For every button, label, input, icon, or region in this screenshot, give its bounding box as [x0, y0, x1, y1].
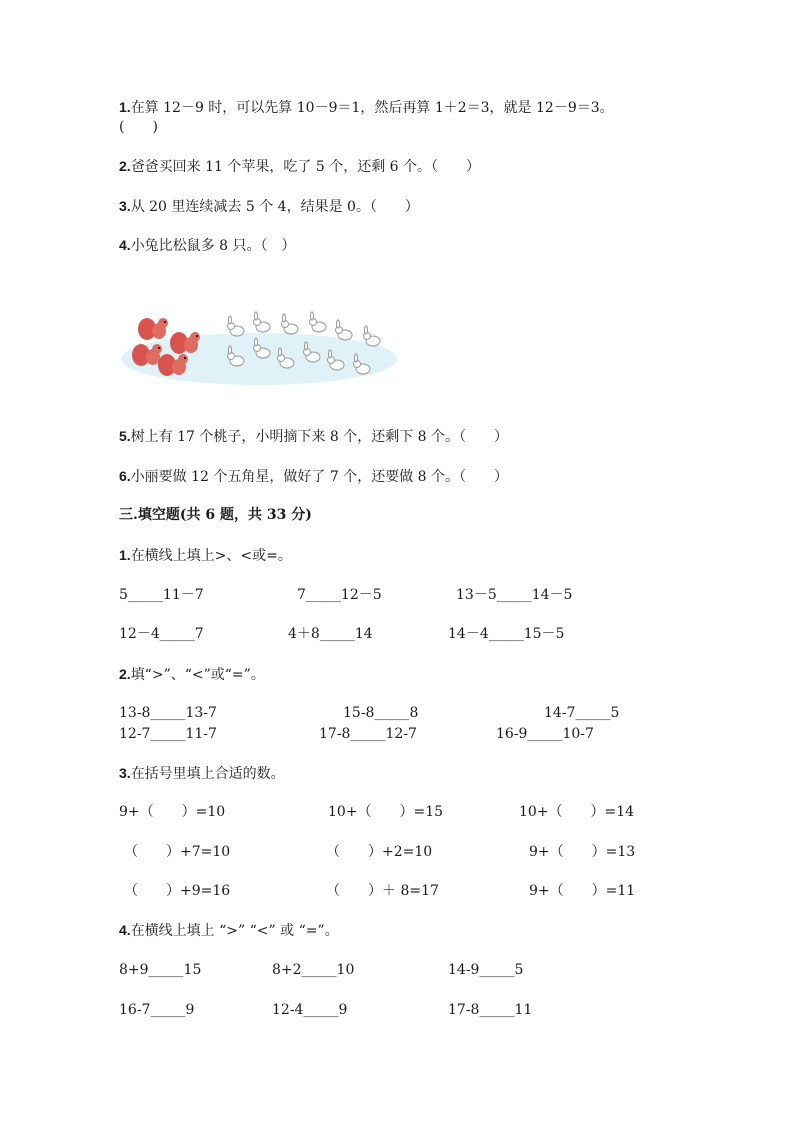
question-number: 3. [119, 198, 131, 214]
fill-question-2 [119, 665, 265, 684]
expression[interactable]: 5_____11－7 [119, 587, 204, 603]
question-number: 5. [119, 428, 131, 444]
rabbit-icon [310, 312, 327, 332]
expression[interactable]: （ ）＋ 8=17 [326, 883, 439, 899]
question-number: 1. [119, 547, 131, 563]
squirrel-icon [170, 332, 200, 354]
question-text: 小兔比松鼠多 8 只。（ ） [130, 238, 296, 254]
expression[interactable]: 8+9_____15 [119, 962, 202, 978]
expression[interactable]: 10+（ ）=14 [519, 804, 635, 820]
squirrel-icon [132, 344, 162, 366]
question-2 [119, 157, 480, 176]
rabbit-icon [228, 316, 245, 336]
question-number: 3. [119, 765, 131, 781]
expression[interactable]: （ ）+2=10 [326, 844, 433, 860]
expression[interactable]: 16-9_____10-7 [496, 726, 594, 742]
question-3 [119, 197, 419, 216]
expression[interactable]: 14－4_____15－5 [448, 626, 565, 642]
question-6 [119, 467, 508, 486]
expression[interactable]: 9+（ ）=13 [529, 844, 636, 860]
expression[interactable]: 12-4_____9 [272, 1002, 348, 1018]
expression[interactable]: 14-7_____5 [544, 705, 620, 721]
expression[interactable]: 15-8_____8 [343, 705, 419, 721]
question-text: 在横线上填上>、<或=。 [130, 548, 292, 564]
question-text: 在算 12－9 时，可以先算 10－9＝1，然后再算 1＋2＝3，就是 12－9＝3。 [130, 100, 614, 116]
question-text: 从 20 里连续减去 5 个 4，结果是 0。（ ） [130, 199, 419, 215]
question-5 [119, 427, 508, 446]
squirrel-icon [138, 318, 168, 340]
expression[interactable]: 12-7_____11-7 [119, 726, 217, 742]
question-4 [119, 236, 296, 255]
expression[interactable]: 17-8_____11 [448, 1002, 533, 1018]
expression[interactable]: 13-8_____13-7 [119, 705, 217, 721]
expression[interactable]: 7_____12－5 [297, 587, 382, 603]
expression[interactable]: 12－4_____7 [119, 626, 204, 642]
expression[interactable]: （ ）+7=10 [124, 844, 231, 860]
question-number: 2. [119, 158, 131, 174]
illustration-svg [119, 307, 399, 387]
expression[interactable]: 4＋8_____14 [288, 626, 373, 642]
question-number: 2. [119, 666, 131, 682]
expression[interactable]: 9+（ ）=11 [529, 883, 636, 899]
section-title: 三.填空题(共 6 题，共 33 分) [119, 507, 312, 523]
question-text: 在横线上填上 “>” “<” 或 “=”。 [130, 923, 339, 939]
expression[interactable]: 14-9_____5 [448, 962, 524, 978]
question-text: 树上有 17 个桃子，小明摘下来 8 个，还剩下 8 个。（ ） [130, 429, 509, 445]
question-text: 在括号里填上合适的数。 [130, 766, 285, 782]
question-text: 小丽要做 12 个五角星，做好了 7 个，还要做 8 个。（ ） [130, 469, 509, 485]
question-number: 6. [119, 468, 131, 484]
rabbit-icon [254, 312, 271, 332]
answer-paren[interactable]: ( ) [119, 119, 158, 135]
question-number: 4. [119, 922, 131, 938]
question-number: 4. [119, 237, 131, 253]
question-text: 填“>”、“<”或“=”。 [130, 667, 265, 683]
expression[interactable]: （ ）+9=16 [124, 883, 231, 899]
fill-question-4 [119, 921, 339, 940]
question-number: 1. [119, 99, 131, 115]
fill-question-3 [119, 764, 285, 783]
fill-question-1 [119, 546, 292, 565]
question-text: 爸爸买回来 11 个苹果，吃了 5 个，还剩 6 个。（ ） [130, 159, 481, 175]
expression[interactable]: 10+（ ）=15 [328, 804, 444, 820]
expression[interactable]: 13－5_____14－5 [456, 587, 573, 603]
rabbit-icon [336, 320, 353, 340]
expression[interactable]: 17-8_____12-7 [319, 726, 417, 742]
rabbit-icon [282, 314, 299, 334]
expression[interactable]: 8+2_____10 [272, 962, 355, 978]
squirrels-rabbits-illustration [119, 307, 399, 387]
expression[interactable]: 9+（ ）=10 [119, 804, 226, 820]
expression[interactable]: 16-7_____9 [119, 1002, 195, 1018]
question-1 [119, 98, 614, 117]
squirrel-icon [158, 354, 188, 376]
